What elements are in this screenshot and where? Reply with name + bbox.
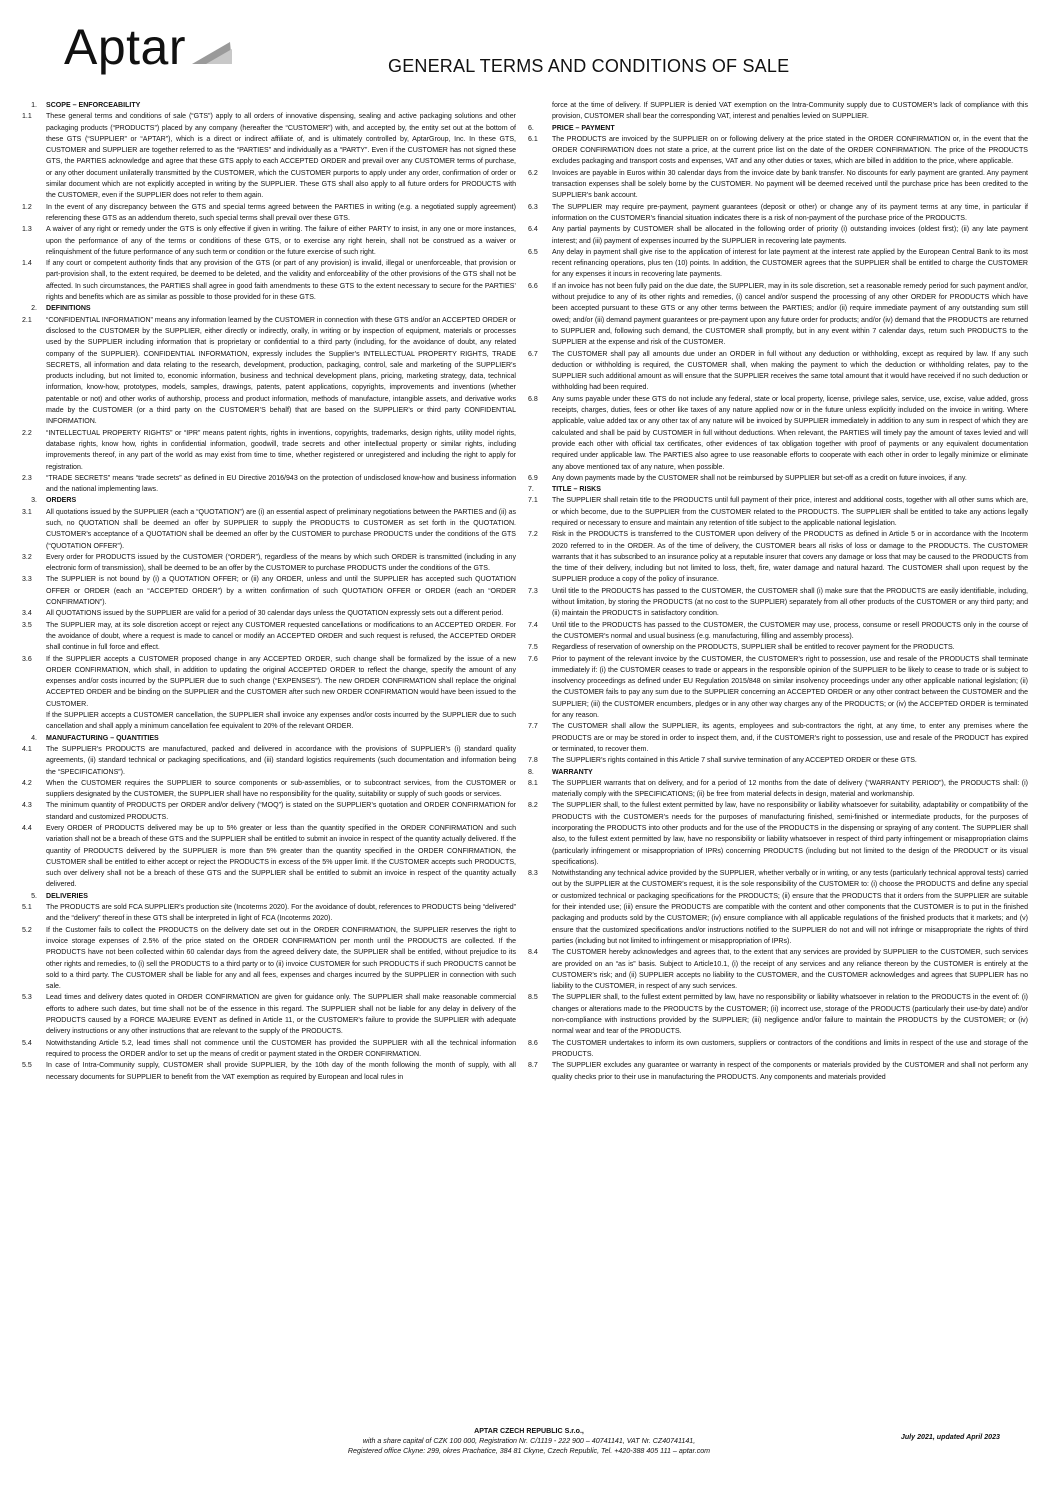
clause-paragraph bbox=[22, 224, 516, 258]
logo-text: Aptar bbox=[64, 19, 187, 75]
clause-paragraph bbox=[22, 552, 516, 575]
clause-paragraph bbox=[22, 428, 516, 473]
clause-paragraph bbox=[528, 642, 1028, 653]
clause-paragraph bbox=[22, 710, 516, 733]
footer-company: APTAR CZECH REPUBLIC S.r.o., bbox=[474, 1427, 584, 1435]
clause-number: 8.6 bbox=[528, 1039, 538, 1047]
section-title: TITLE – RISKS bbox=[552, 486, 601, 494]
clause-paragraph bbox=[528, 473, 1028, 484]
clause-number: 3.4 bbox=[22, 610, 32, 618]
clause-text: The SUPPLIER excludes any guarantee or warranty in respect of the components or materials provided by the CUSTOMER and shall not perform any quality checks prior to their use in manufacturing the PRODUCTS. Any components and materials provided bbox=[552, 1062, 1028, 1081]
clause-text: If the Customer fails to collect the PRODUCTS on the delivery date set out in the ORDER CONFIRMATION, the SUPPLIER reserves the right to invoice storage expenses of 2.5% of the price stated on the ORDER CONFIRMATION per month until the PRODUCTS are collected. If the PRODUCTS have not been collected within 60 calendar days from the agreed delivery date, the SUPPLIER shall be entitled, without prejudice to its other rights and remedies, to (i) sell the PRODUCTS to a third party or to (ii) invoice CUSTOMER for such PRODUCTS if such PRODUCTS cannot be sold to a third party. The CUSTOMER shall be liable for any and all fees, expenses and charges incurred by the SUPPLIER in connection with such sale. bbox=[46, 926, 516, 991]
clause-number: 3.1 bbox=[22, 508, 32, 516]
clause-number: 4.1 bbox=[22, 745, 32, 753]
clause-paragraph bbox=[528, 394, 1028, 473]
clause-text: The SUPPLIER’s PRODUCTS are manufactured, packed and delivered in accordance with the provisions of SUPPLIER’s (i) standard quality agreements, (ii) standard technical or packaging specifications, and (iii) standard logistics requirements (such documentation and information being the “SPECIFICATIONS”). bbox=[46, 745, 516, 776]
clause-number: 5.4 bbox=[22, 1039, 32, 1047]
clause-paragraph bbox=[528, 992, 1028, 1037]
clause-number: 7.1 bbox=[528, 497, 538, 505]
clause-text: The CUSTOMER shall pay all amounts due under an ORDER in full without any deduction or withholding, except as required by law. If any such deduction or withholding is required, the CUSTOMER shall, when making the payment to which the deduction or withholding relates, pay to the SUPPLIER such additional amount as will ensure that the SUPPLIER receives the same total amount that it would have received if no such deduction or withholding had been required. bbox=[552, 350, 1028, 392]
clause-paragraph bbox=[528, 168, 1028, 202]
clause-paragraph bbox=[22, 1060, 516, 1083]
clause-paragraph bbox=[22, 925, 516, 993]
clause-number: 8.2 bbox=[528, 802, 538, 810]
section-title: DELIVERIES bbox=[46, 892, 88, 900]
clause-paragraph bbox=[22, 902, 516, 925]
clause-text: The SUPPLIER may, at its sole discretion accept or reject any CUSTOMER requested cancellations or modifications to an ACCEPTED ORDER. For the avoidance of doubt, where a request is made to cancel or modify an ACCEPTED ORDER and such request is refused, the ACCEPTED ORDER shall continue in full force and effect. bbox=[46, 621, 516, 652]
clause-text: If the SUPPLIER accepts a CUSTOMER cancellation, the SUPPLIER shall invoice any expenses and/or costs incurred by the SUPPLIER due to such cancellation and shall apply a minimum cancellation fee equivalent to 20% of the relevant ORDER. bbox=[46, 712, 516, 731]
clause-text: The SUPPLIER may require pre-payment, payment guarantees (deposit or other) or change any of its payment terms at any time, in particular if information on the CUSTOMER’s financial situation indicates there is a risk of non-payment of the purchase price of the PRODUCTS. bbox=[552, 203, 1028, 222]
clause-text: Lead times and delivery dates quoted in ORDER CONFIRMATION are given for guidance only. The SUPPLIER shall make reasonable commercial efforts to adhere such dates, but time shall not be of the essence in this regard. The SUPPLIER shall not be liable for any delay in delivery of the PRODUCTS caused by a FORCE MAJEURE EVENT as defined in Article 11, or the CUSTOMER’s failure to provide the SUPPLIER with adequate delivery instructions or any other instructions that are relevant to the supply of the PRODUCTS. bbox=[46, 994, 516, 1036]
clause-text: The minimum quantity of PRODUCTS per ORDER and/or delivery (“MOQ”) is stated on the SUPPLIER’s quotation and ORDER CONFIRMATION for standard and customized PRODUCTS. bbox=[46, 802, 516, 821]
aptar-logo bbox=[64, 16, 232, 75]
clause-text: If an invoice has not been fully paid on the due date, the SUPPLIER, may in its sole discretion, set a reasonable remedy period for such payment and/or, without prejudice to any of its other rights and remedies, (i) cancel and/or suspend the processing of any other ORDER for PRODUCTS which have been accepted pursuant to these GTS or any other terms between the PARTIES; and/or (ii) require immediate payment of any outstanding sum still owed; and/or (iii) demand payment guarantees or pre-payment upon any future order for products; and/or (iv) demand that the PRODUCTS are returned to SUPPLIER and, following such demand, the CUSTOMER shall promptly, but in any event within 7 calendar days, return such PRODUCTS to the SUPPLIER at the expense and risk of the CUSTOMER. bbox=[552, 282, 1028, 347]
clause-number: 4.4 bbox=[22, 825, 32, 832]
section-heading bbox=[22, 891, 516, 902]
clause-number: 5.1 bbox=[22, 904, 32, 912]
clause-text: The SUPPLIER’s rights contained in this Article 7 shall survive termination of any ACCEPTED ORDER or these GTS. bbox=[552, 757, 917, 765]
clause-number: 7.3 bbox=[528, 587, 538, 595]
clause-number: 2.2 bbox=[22, 429, 32, 437]
clause-number: 1.3 bbox=[22, 226, 32, 234]
clause-number: 2. bbox=[31, 305, 37, 313]
clause-paragraph bbox=[528, 1060, 1028, 1083]
clause-number bbox=[528, 100, 552, 123]
clause-number: 6.4 bbox=[528, 226, 538, 234]
clause-text: force at the time of delivery. If SUPPLIER is denied VAT exemption on the Intra-Community supply due to CUSTOMER’s lack of compliance with this provision, CUSTOMER shall bear the corresponding VAT, interest and penalties levied on SUPPLIER. bbox=[552, 102, 1028, 121]
clause-paragraph bbox=[528, 721, 1028, 755]
section-title: PRICE – PAYMENT bbox=[552, 124, 615, 132]
section-heading bbox=[22, 495, 516, 506]
clause-paragraph bbox=[528, 224, 1028, 247]
clause-paragraph bbox=[528, 755, 1028, 766]
clause-number: 8.1 bbox=[528, 779, 538, 787]
clause-text: Every ORDER of PRODUCTS delivered may be up to 5% greater or less than the quantity specified in the ORDER CONFIRMATION and such variation shall not be a breach of these GTS and the SUPPLIER shall be entitled to submit an invoice in respect of the quantity actually delivered. If the quantity of PRODUCTS delivered by the SUPPLIER is more than 5% greater than the quantity specified in the ORDER CONFIRMATION, the CUSTOMER shall be entitled to either accept or reject the PRODUCTS in excess of the 5% upper limit. If the CUSTOMER accepts such PRODUCTS, such over delivery shall not be a breach of these GTS and the SUPPLIER shall be entitled to submit an invoice in respect of the quantity actually delivered. bbox=[46, 825, 516, 889]
clause-text: In case of Intra-Community supply, CUSTOMER shall provide SUPPLIER, by the 10th day of the month following the month of supply, with all necessary documents for SUPPLIER to benefit from the VAT exemption as required by European and local rules in bbox=[46, 1062, 516, 1081]
clause-text: The SUPPLIER warrants that on delivery, and for a period of 12 months from the date of delivery (“WARRANTY PERIOD”), the PRODUCTS shall: (i) materially comply with the SPECIFICATIONS; (ii) be free from material defects in design, material and workmanship. bbox=[552, 779, 1028, 799]
clause-paragraph bbox=[528, 134, 1028, 168]
clause-text: A waiver of any right or remedy under the GTS is only effective if given in writing. The failure of either PARTY to insist, in any one or more instances, upon the performance of any of the terms or conditions of these GTS, or to exercise any right herein, shall not be construed as a waiver or relinquishment of the future performance of any such term or condition or the future exercise of such right. bbox=[46, 226, 516, 256]
clause-text: Invoices are payable in Euros within 30 calendar days from the invoice date by bank transfer. No discounts for early payment are granted. Any payment transaction expenses shall be solely borne by the CUSTOMER. No payment will be deemed received until the purchase price has been credited to the SUPPLIER’s bank account. bbox=[552, 169, 1028, 200]
clause-paragraph bbox=[528, 495, 1028, 529]
clause-text: The SUPPLIER is not bound by (i) a QUOTATION OFFER; or (ii) any ORDER, unless and until the SUPPLIER has accepted such QUOTATION OFFER or ORDER (each an “ACCEPTED ORDER”) by a written confirmation of such QUOTATION OFFER or ORDER (each an “ORDER CONFIRMATION”). bbox=[46, 576, 516, 607]
clause-text: All quotations issued by the SUPPLIER (each a “QUOTATION”) are (i) an essential aspect of preliminary negotiations between the PARTIES and (ii) as such, no QUOTATION shall be deemed an offer by SUPPLIER to supply the PRODUCTS to CUSTOMER as set forth in the QUOTATION. CUSTOMER’s acceptance of a QUOTATION shall be deemed an offer by the CUSTOMER to purchase PRODUCTS under the conditions of the GTS (“QUOTATION OFFER”). bbox=[46, 508, 516, 550]
clause-paragraph bbox=[528, 281, 1028, 349]
clause-number: 6.5 bbox=[528, 248, 538, 256]
clause-paragraph bbox=[528, 620, 1028, 643]
clause-paragraph bbox=[528, 529, 1028, 585]
clause-number: 8.3 bbox=[528, 870, 538, 878]
section-heading bbox=[22, 303, 516, 314]
clause-paragraph bbox=[528, 947, 1028, 992]
section-heading bbox=[528, 484, 1028, 495]
clause-number: 3.5 bbox=[22, 621, 32, 629]
clause-text: The SUPPLIER shall, to the fullest extent permitted by law, have no responsibility or liability whatsoever for suitability, adaptability or compatibility of the PRODUCTS with the CUSTOMER’s needs for the purposes of manufacturing finished, semi-finished or intermediate products, for the purposes of incorporating the PRODUCTS into other products and for the use of the PRODUCTS in the dispensing or spraying of any content. The SUPPLIER shall also, to the fullest extent permitted by law, have no responsibility or liability whatsoever in respect of third party infringement or misappropriation claims (particularly infringement or misappropriation of IPRs) concerning PRODUCTS (including but not limited to the design of the PRODUCT or its visual specifications). bbox=[552, 802, 1028, 866]
clause-paragraph bbox=[22, 574, 516, 608]
clause-text: Notwithstanding any technical advice provided by the SUPPLIER, whether verbally or in writing, or any tests (particularly technical approval tests) carried out by the SUPPLIER at the CUSTOMER’s request, it is the sole responsibility of the CUSTOMER to: (i) choose the PRODUCTS and define any special or customized technical or packaging specifications for the PRODUCTS; (ii) ensure that the PRODUCTS that it orders from the SUPPLIER are suitable for their intended use; (iii) ensure the PRODUCTS are compatible with the content and other components that the CUSTOMER is to put in the finished packaging and products sold by the CUSTOMER; (iv) ensure compliance with all applicable regulations of the finished products that it markets; and (v) ensure that the customized specifications and/or instructions notified to the SUPPLIER do not and will not infringe or misappropriate the rights of third parties (including but not limited to infringement or misappropriation of IPRs). bbox=[552, 870, 1028, 945]
clause-paragraph bbox=[22, 778, 516, 801]
section-title: MANUFACTURING – QUANTITIES bbox=[46, 734, 159, 742]
section-heading bbox=[22, 100, 516, 111]
footer-date: July 2021, updated April 2023 bbox=[900, 1433, 1000, 1441]
clause-number: 7.8 bbox=[528, 757, 538, 765]
document-title: GENERAL TERMS AND CONDITIONS OF SALE bbox=[388, 56, 790, 76]
clause-paragraph bbox=[528, 654, 1028, 722]
section-title: WARRANTY bbox=[552, 768, 593, 776]
section-heading bbox=[528, 123, 1028, 134]
clause-number: 6.3 bbox=[528, 203, 538, 211]
clause-paragraph bbox=[22, 992, 516, 1037]
clause-text: If any court or competent authority finds that any provision of the GTS (or part of any provision) is invalid, illegal or unenforceable, that provision or part-provision shall, to the extent required, be deemed to be deleted, and the validity and enforceability of the other provisions of the GTS shall not be affected. In such circumstances, the PARTIES shall agree in good faith amendments to these GTS to the extent necessary to secure for the PARTIES’ rights and benefits which are as similar as possible to those provided for in these GTS. bbox=[46, 260, 516, 302]
clause-paragraph bbox=[528, 247, 1028, 281]
clause-paragraph bbox=[528, 586, 1028, 620]
clause-paragraph bbox=[528, 100, 1028, 123]
clause-paragraph bbox=[22, 111, 516, 201]
clause-text: The CUSTOMER undertakes to inform its own customers, suppliers or contractors of the conditions and limits in respect of the use and storage of the PRODUCTS. bbox=[552, 1039, 1028, 1058]
clause-text: The CUSTOMER shall allow the SUPPLIER, its agents, employees and sub-contractors the right, at any time, to enter any premises where the PRODUCTS are or may be stored in order to inspect them, and, if the CUSTOMER’s right to possession, use and resale of the PRODUCT has expired or terminated, to recover them. bbox=[552, 723, 1028, 753]
clause-number: 8.5 bbox=[528, 994, 538, 1002]
clause-paragraph bbox=[528, 800, 1028, 868]
clause-number: 7.6 bbox=[528, 655, 538, 663]
section-title: SCOPE – ENFORCEABILITY bbox=[46, 102, 141, 109]
clause-text: If the SUPPLIER accepts a CUSTOMER proposed change in any ACCEPTED ORDER, such change shall be formalized by the issue of a new ORDER CONFIRMATION, which shall, in addition to updating the original ACCEPTED ORDER to reflect the change, specify the amount of any expenses and/or costs incurred by the SUPPLIER due to such change (“EXPENSES”). The new ORDER CONFIRMATION shall replace the original ACCEPTED ORDER and be binding on the SUPPLIER and the CUSTOMER after such new ORDER CONFIRMATION would have been issued to the CUSTOMER. bbox=[46, 655, 516, 708]
clause-number: 3.2 bbox=[22, 553, 32, 561]
clause-paragraph bbox=[22, 1038, 516, 1061]
clause-number: 1.4 bbox=[22, 260, 32, 268]
clause-text: These general terms and conditions of sale (“GTS”) apply to all orders of innovative dispensing, sealing and active packaging solutions and other packaging products (“PRODUCTS”) placed by any company (hereafter the “CUSTOMER”) with, and accepted by, the entity set out at the bottom of these GTS (“SUPPLIER” or “APTAR”), which is a direct or indirect affiliate of, and is ultimately controlled by, AptarGroup, Inc. In these GTS, CUSTOMER and SUPPLIER are together referred to as the “PARTIES” and individually as a “PARTY”. Even if the CUSTOMER has not signed these GTS, the PARTIES acknowledge and agree that these GTS apply to each ACCEPTED ORDER and prevail over any CUSTOMER terms of purchase, or any other document unilaterally transmitted by the CUSTOMER, which the CUSTOMER purports to apply under any order, confirmation of order or similar document which are not explicitly accepted in writing by the SUPPLIER. These GTS shall also apply to all future orders for PRODUCTS with the CUSTOMER, even if the SUPPLIER does not refer to them again. bbox=[46, 113, 516, 200]
clause-number: 5. bbox=[31, 892, 37, 900]
clause-paragraph bbox=[528, 202, 1028, 225]
clause-number: 6.1 bbox=[528, 135, 538, 143]
clause-number: 2.1 bbox=[22, 316, 32, 324]
clause-text: Regardless of reservation of ownership on the PRODUCTS, SUPPLIER shall be entitled to recover payment for the PRODUCTS. bbox=[552, 644, 955, 652]
clause-text: “INTELLECTUAL PROPERTY RIGHTS” or “IPR” means patent rights, rights in inventions, copyrights, trademarks, design rights, utility model rights, database rights, know how, rights in confidential information, goodwill, trade secrets and other intellectual property or similar rights, including improvements thereof, in any part of the world as may exist from time to time, whether registered or unregistered and including the right to apply for registration. bbox=[46, 429, 516, 471]
clause-text: The PRODUCTS are sold FCA SUPPLIER’s production site (Incoterms 2020). For the avoidance of doubt, references to PRODUCTS being “delivered” and the “delivery” thereof in these GTS shall be interpreted in light of FCA (Incoterms 2020). bbox=[46, 904, 516, 923]
clause-number: 8.7 bbox=[528, 1062, 538, 1070]
clause-text: Any partial payments by CUSTOMER shall be allocated in the following order of priority (i) outstanding invoices (oldest first); (ii) any late payment interest; and (iii) payment of expenses incurred by the SUPPLIER in recovering late payments. bbox=[552, 226, 1028, 245]
clause-number: 6.9 bbox=[528, 474, 538, 482]
clause-number: 7.5 bbox=[528, 644, 538, 652]
clause-text: Prior to payment of the relevant invoice by the CUSTOMER, the CUSTOMER’s right to possession, use and resale of the PRODUCTS shall terminate immediately if: (i) the CUSTOMER ceases to trade or appears in the responsible opinion of the SUPPLIER to be likely to cease to trade or is subject to insolvency proceedings as defined under EU Regulation 2015/848 on similar insolvency proceedings under any other applicable national legislation; (ii) the CUSTOMER fails to pay any sum due to the SUPPLIER concerning an ACCEPTED ORDER or any other contract between the CUSTOMER and the SUPPLIER; (iii) the CUSTOMER encumbers, pledges or in any other way charges any of the PRODUCTS; or (iv) the ACCEPTED ORDER is terminated for any reason. bbox=[552, 655, 1028, 720]
clause-number: 6.6 bbox=[528, 282, 538, 290]
clause-paragraph bbox=[22, 473, 516, 496]
clause-number: 6.7 bbox=[528, 350, 538, 358]
clause-paragraph bbox=[22, 620, 516, 654]
clause-paragraph bbox=[528, 349, 1028, 394]
clause-paragraph bbox=[528, 778, 1028, 801]
clause-text: Any down payments made by the CUSTOMER shall not be reimbursed by SUPPLIER but set-off as a credit on future invoices, if any. bbox=[552, 474, 967, 482]
clause-number: 5.2 bbox=[22, 926, 32, 934]
clause-paragraph bbox=[22, 823, 516, 891]
clause-paragraph bbox=[528, 868, 1028, 947]
clause-paragraph bbox=[22, 507, 516, 552]
clause-text: When the CUSTOMER requires the SUPPLIER to source components or sub-assemblies, or to subcontract services, from the CUSTOMER or suppliers designated by the CUSTOMER, the SUPPLIER shall have no responsibility for the quality, suitability or supply of such goods or services. bbox=[46, 779, 516, 799]
clause-paragraph bbox=[22, 744, 516, 778]
clause-number: 4.2 bbox=[22, 779, 32, 787]
right-column bbox=[528, 100, 1028, 1083]
clause-number: 2.3 bbox=[22, 474, 32, 482]
clause-number: 7.7 bbox=[528, 723, 538, 731]
clause-number: 7.2 bbox=[528, 531, 538, 539]
clause-paragraph bbox=[22, 202, 516, 225]
clause-number: 6. bbox=[528, 124, 534, 132]
clause-number: 5.5 bbox=[22, 1062, 32, 1070]
clause-number: 5.3 bbox=[22, 994, 32, 1002]
clause-text: The SUPPLIER shall, to the fullest extent permitted by law, have no responsibility or liability whatsoever in relation to the PRODUCTS in the event of: (i) changes or alterations made to the PRODUCTS by the CUSTOMER; (ii) incorrect use, storage of the PRODUCTS (particularly their use-by date) and/or non-compliance with instructions provided by the SUPPLIER; (iii) negligence and/or failure to maintain the PRODUCTS by the CUSTOMER; or (iv) normal wear and tear of the PRODUCTS. bbox=[552, 994, 1028, 1036]
logo-swoosh-icon bbox=[192, 40, 232, 64]
clause-text: “CONFIDENTIAL INFORMATION” means any information learned by the CUSTOMER in connection with these GTS and/or an ACCEPTED ORDER or disclosed to the CUSTOMER by the SUPPLIER, either directly or indirectly, orally, in writing or by inspection of equipment, materials or processes used by the SUPPLIER including information that is proprietary or confidential to a third party (including, for the avoidance of doubt, any related company of the SUPPLIER). CONFIDENTIAL INFORMATION, expressly includes the Supplier’s INTELLECTUAL PROPERTY RIGHTS, TRADE SECRETS, all information and data relating to the research, development, production, packaging, control, sale and marketing of the SUPPLIER’s products including, but not limited to, economic information, business and technical development plans, pricing, marketing strategy, data, technical information, know-how, prototypes, models, samples, drawings, patents, patent applications, copyrights, improvements and inventions (whether patentable or not) and other works of authorship, process and product information, methods of manufacture, intangible assets, and derivative works made by the CUSTOMER (or a third party on the CUSTOMER’S behalf) that are based on the SUPPLIER’s or third party CONFIDENTIAL INFORMATION. bbox=[46, 316, 516, 426]
section-heading bbox=[22, 733, 516, 744]
clause-number bbox=[22, 710, 46, 733]
footer-address-line: Registered office Ckyne: 299, okres Prachatice, 384 81 Ckyne, Czech Republic, Tel. +420-388 405 111 – aptar.com bbox=[347, 1447, 711, 1455]
clause-number: 7. bbox=[528, 486, 534, 494]
clause-number: 1.1 bbox=[22, 113, 32, 121]
clause-text: Until title to the PRODUCTS has passed to the CUSTOMER, the CUSTOMER may use, process, consume or resell PRODUCTS only in the course of the CUSTOMER’s normal and usual business (e.g. manufacturing, filling and assembly process). bbox=[552, 621, 1028, 640]
clause-text: All QUOTATIONS issued by the SUPPLIER are valid for a period of 30 calendar days unless the QUOTATION expressly sets out a different period. bbox=[46, 610, 504, 618]
clause-paragraph bbox=[22, 654, 516, 710]
clause-paragraph bbox=[528, 1038, 1028, 1061]
clause-paragraph bbox=[22, 258, 516, 303]
clause-text: “TRADE SECRETS” means “trade secrets” as defined in EU Directive 2016/943 on the protection of undisclosed know-how and business information and the national implementing laws. bbox=[46, 474, 516, 494]
clause-number: 7.4 bbox=[528, 621, 538, 629]
clause-text: In the event of any discrepancy between the GTS and special terms agreed between the PARTIES in writing (e.g. a negotiated supply agreement) referencing these GTS as an addendum thereto, such special terms shall prevail over these GTS. bbox=[46, 203, 516, 222]
clause-number: 3. bbox=[31, 497, 37, 505]
section-title: ORDERS bbox=[46, 497, 77, 505]
clause-text: Notwithstanding Article 5.2, lead times shall not commence until the CUSTOMER has provided the SUPPLIER with all the technical information required to process the ORDER and/or to set up the means of credit or payment stated in the ORDER CONFIRMATION. bbox=[46, 1039, 516, 1058]
clause-number: 8. bbox=[528, 768, 534, 776]
clause-number: 1.2 bbox=[22, 203, 32, 211]
clause-text: Every order for PRODUCTS issued by the CUSTOMER (“ORDER”), regardless of the means by which such ORDER is transmitted (including in any electronic form of transmission), shall be deemed to be an offer by the CUSTOMER to purchase PRODUCTS under the conditions of the GTS. bbox=[46, 553, 516, 573]
clause-paragraph bbox=[22, 608, 516, 619]
footer-capital-line: with a share capital of CZK 100 000, Registration Nr. C/1119 - 222 900 – 40741141, VAT Nr. CZ40741141, bbox=[362, 1437, 696, 1445]
clause-number: 6.8 bbox=[528, 395, 538, 403]
clause-number: 4.3 bbox=[22, 802, 32, 810]
clause-number: 3.3 bbox=[22, 576, 32, 584]
clause-text: The PRODUCTS are invoiced by the SUPPLIER on or following delivery at the price stated in the ORDER CONFIRMATION or, in the event that the ORDER CONFIRMATION does not state a price, at the current price list on the date of the ORDER CONFIRMATION. The price of the PRODUCTS excludes packaging and transport costs and expenses, VAT and any other duties or taxes, which are billed in addition to the price, where applicable. bbox=[552, 135, 1028, 166]
clause-number: 6.2 bbox=[528, 169, 538, 177]
section-title: DEFINITIONS bbox=[46, 305, 91, 313]
clause-text: Any sums payable under these GTS do not include any federal, state or local property, license, privilege sales, service, use, excise, value added, gross receipts, charges, duties, fees or other like taxes of any nature applied now or in the future unless explicitly included on the invoice in writing. Where applicable, value added tax or any other tax of any nature will be invoiced by SUPPLIER immediately in addition to any sum in respect of which they are calculated and shall be paid by CUSTOMER in full without deductions. When relevant, the PARTIES will timely pay the amount of taxes levied and will provide each other with official tax certificates, other evidences of tax obligation together with proof of payments or any equivalent documentation required under applicable law. The PARTIES also agree to use reasonable efforts to cooperate with each other in order to legally minimize or eliminate any above mentioned tax of any nature, when possible. bbox=[552, 395, 1028, 471]
clause-paragraph bbox=[22, 800, 516, 823]
left-column bbox=[22, 100, 516, 1083]
clause-number: 1. bbox=[31, 102, 37, 109]
clause-number: 8.4 bbox=[528, 949, 538, 957]
clause-text: The CUSTOMER hereby acknowledges and agrees that, to the extent that any services are provided by SUPPLIER to the CUSTOMER, such services are provided on an “as is” basis. Subject to Article10.1, (i) the receipt of any services and any reliance thereon by the CUSTOMER is entirely at the CUSTOMER’s risk; and (ii) SUPPLIER accepts no liability to the CUSTOMER, and the CUSTOMER acknowledges and agrees that SUPPLIER has no liability to the CUSTOMER, in respect of any such services. bbox=[552, 949, 1028, 991]
clause-text: Risk in the PRODUCTS is transferred to the CUSTOMER upon delivery of the PRODUCTS as defined in Article 5 or in accordance with the Incoterm 2020 referred to in the ORDER. As of the time of delivery, the CUSTOMER bears all risks of loss or damage to the PRODUCTS. The CUSTOMER warrants that it has subscribed to an insurance policy at a reputable insurer that covers any damage or loss that may be caused to the PRODUCTS from the time of their delivery, including but not limited to loss, theft, fire, water damage and natural hazard. The CUSTOMER shall upon request by the SUPPLIER produce a copy of the policy of insurance. bbox=[552, 531, 1028, 584]
clause-text: Until title to the PRODUCTS has passed to the CUSTOMER, the CUSTOMER shall (i) make sure that the PRODUCTS are easily identifiable, including, without limitation, by storing the PRODUCTS (at no cost to the SUPPLIER) separately from all other products of the CUSTOMER or any third party; and (ii) maintain the PRODUCTS in satisfactory condition. bbox=[552, 587, 1028, 618]
clause-number: 3.6 bbox=[22, 655, 32, 663]
clause-number: 4. bbox=[31, 734, 37, 742]
clause-paragraph bbox=[22, 315, 516, 428]
clause-text: Any delay in payment shall give rise to the application of interest for late payment at the interest rate applied by the European Central Bank to its most recent refinancing operations, plus ten (10) points. In addition, the CUSTOMER agrees that the SUPPLIER shall be entitled to charge the CUSTOMER for any expenses it incurs in recovering late payments. bbox=[552, 248, 1028, 279]
clause-text: The SUPPLIER shall retain title to the PRODUCTS until full payment of their price, interest and additional costs, together with all other sums which are, or which become, due to the SUPPLIER from the CUSTOMER related to the PRODUCTS. The SUPPLIER shall be entitled to take any actions legally required or necessary to ensure and maintain any retention of title subject to the applicable national legislation. bbox=[552, 497, 1028, 527]
section-heading bbox=[528, 767, 1028, 778]
